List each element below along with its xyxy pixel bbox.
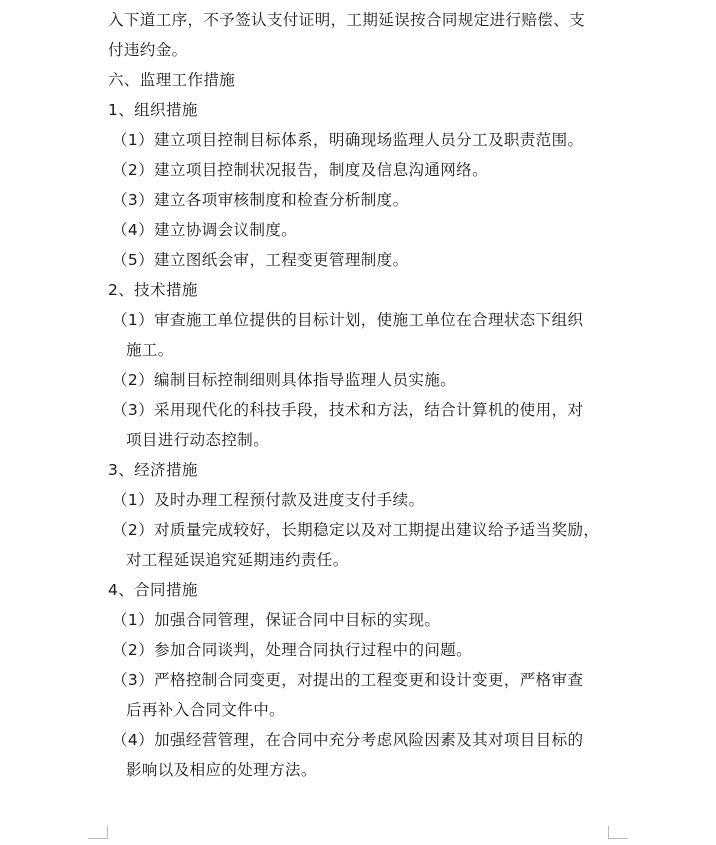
document-line: （3）严格控制合同变更，对提出的工程变更和设计变更，严格审查 bbox=[112, 671, 584, 689]
document-line: （2）参加合同谈判，处理合同执行过程中的问题。 bbox=[112, 641, 473, 659]
document-line: （1）加强合同管理，保证合同中目标的实现。 bbox=[112, 611, 441, 629]
document-line: 2、技术措施 bbox=[108, 281, 198, 299]
document-line: （2）编制目标控制细则具体指导监理人员实施。 bbox=[112, 371, 457, 389]
document-line: （3）采用现代化的科技手段，技术和方法，结合计算机的使用，对 bbox=[112, 401, 584, 419]
document-line: 后再补入合同文件中。 bbox=[126, 701, 286, 719]
document-line: 施工。 bbox=[126, 341, 174, 359]
document-line: （1）及时办理工程预付款及进度支付手续。 bbox=[112, 491, 425, 509]
document-line: （2）建立项目控制状况报告，制度及信息沟通网络。 bbox=[112, 161, 488, 179]
document-line: 影响以及相应的处理方法。 bbox=[126, 761, 317, 779]
document-line: （1）审查施工单位提供的目标计划，使施工单位在合理状态下组织 bbox=[112, 311, 584, 329]
crop-mark-bottom-right-h bbox=[608, 838, 628, 839]
document-line: 六、监理工作措施 bbox=[108, 71, 236, 89]
document-line: （1）建立项目控制目标体系，明确现场监理人员分工及职责范围。 bbox=[112, 131, 584, 149]
document-line: （2）对质量完成较好，长期稳定以及对工期提出建议给予适当奖励， bbox=[112, 521, 600, 539]
document-line: 项目进行动态控制。 bbox=[126, 431, 270, 449]
document-line: 1、组织措施 bbox=[108, 101, 198, 119]
document-line: 3、经济措施 bbox=[108, 461, 198, 479]
document-line: （3）建立各项审核制度和检查分析制度。 bbox=[112, 191, 409, 209]
document-line: （4）建立协调会议制度。 bbox=[112, 221, 298, 239]
document-line: 对工程延误追究延期违约责任。 bbox=[126, 551, 349, 569]
document-line: （4）加强经营管理，在合同中充分考虑风险因素及其对项目目标的 bbox=[112, 731, 584, 749]
document-line: 付违约金。 bbox=[108, 41, 188, 59]
crop-mark-bottom-left-v bbox=[107, 826, 108, 839]
crop-mark-bottom-left-h bbox=[88, 838, 108, 839]
crop-mark-bottom-right-v bbox=[608, 826, 609, 839]
document-line: 入下道工序，不予签认支付证明，工期延误按合同规定进行赔偿、支 bbox=[108, 11, 586, 29]
document-line: （5）建立图纸会审，工程变更管理制度。 bbox=[112, 251, 409, 269]
document-line: 4、合同措施 bbox=[108, 581, 198, 599]
